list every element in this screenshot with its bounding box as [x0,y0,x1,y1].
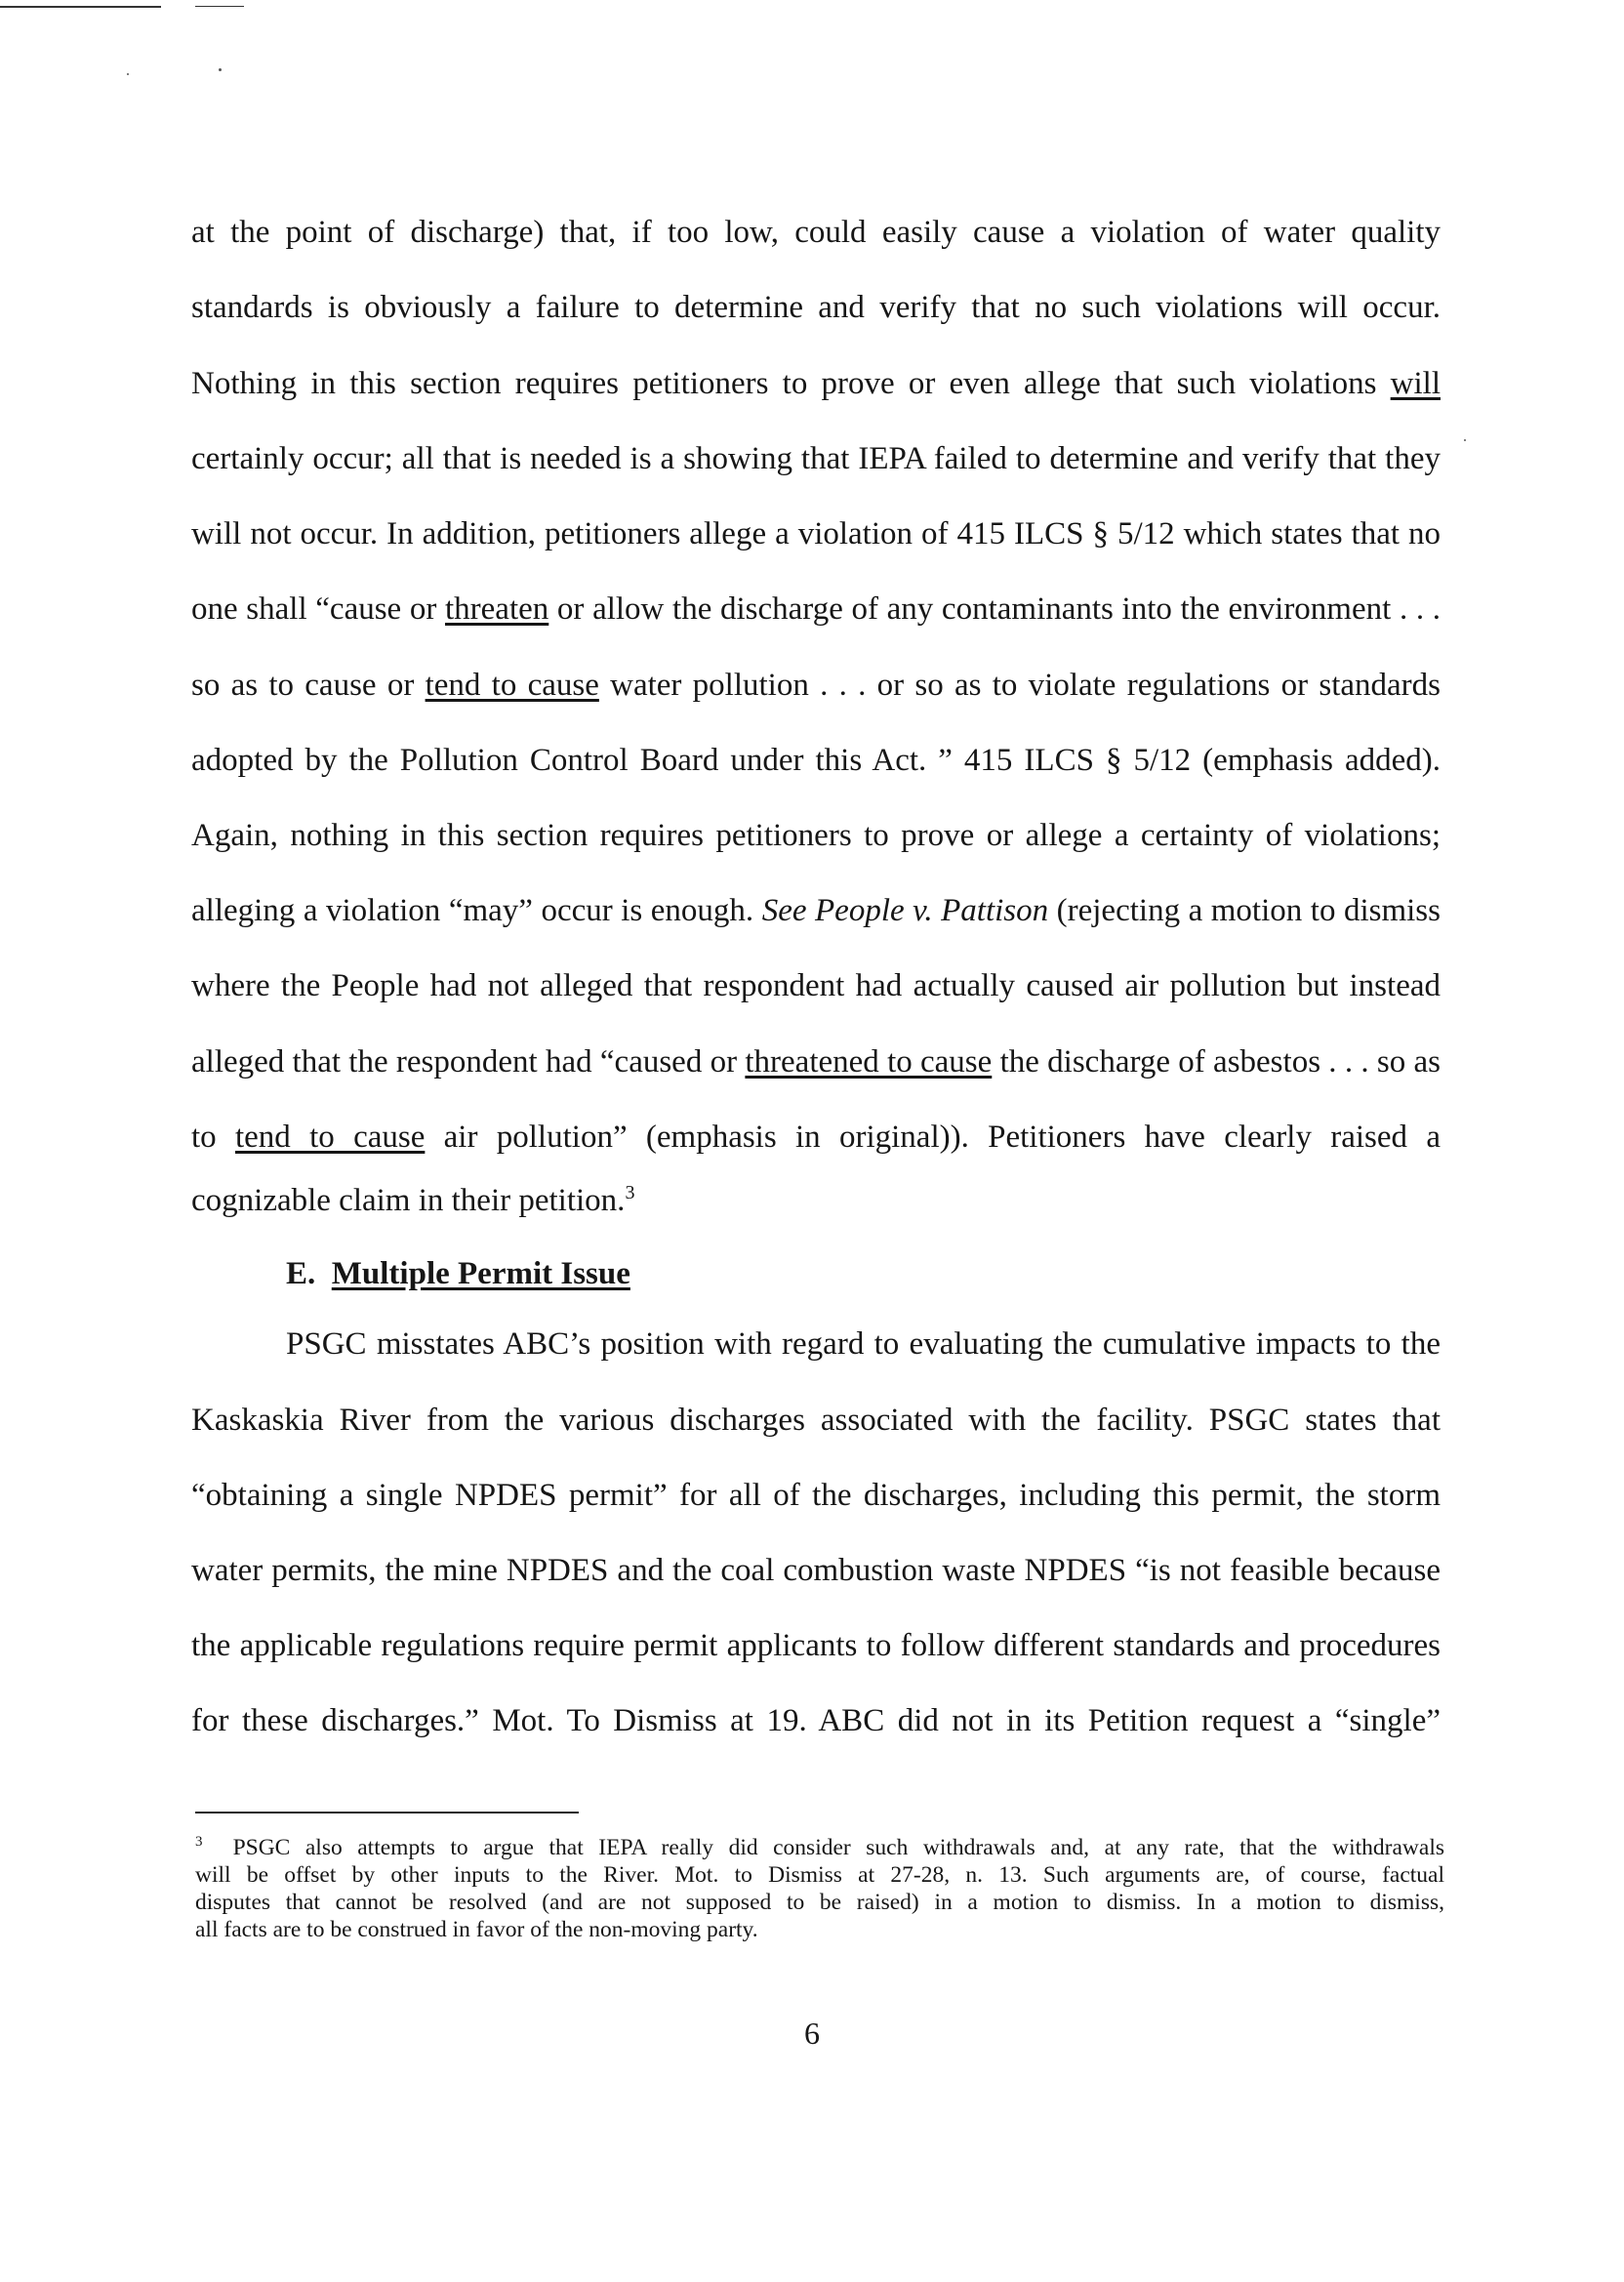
underlined-emphasis: tend to cause [425,668,599,703]
footnote-line-3 [195,1889,1444,1916]
page-number: 6 [804,2016,820,2051]
body-line-12 [191,1042,1441,1081]
body-line-11 [191,966,1441,1005]
body-line-8 [191,741,1441,780]
body-text: cognizable claim in their petition. [191,1183,626,1218]
body-text: certainly occur; all that is needed is a showing that IEPA failed to determine and verify that they [191,441,1441,476]
scan-edge-line-left [0,6,161,8]
body-text: water pollution . . . or so as to violate regulations or standards [598,668,1441,703]
body-text: Again, nothing in this section requires petitioners to prove or allege a certainty of violations; [191,818,1441,853]
footnote-text: disputes that cannot be resolved (and are not supposed to be raised) in a motion to dismiss. In a motion to dismiss, [195,1890,1444,1915]
body-text: to [191,1120,235,1155]
body-text: the applicable regulations require permit applicants to follow different standards and procedures [191,1628,1441,1663]
footnote-text: will be offset by other inputs to the River. Mot. to Dismiss at 27-28, n. 13. Such arguments are, of course, factual [195,1862,1444,1888]
body-text: for these discharges.” Mot. To Dismiss at 19. ABC did not in its Petition request a “single” [191,1703,1441,1738]
body-text: will not occur. In addition, petitioners allege a violation of 415 ILCS § 5/12 which states that no [191,516,1441,551]
body-text: where the People had not alleged that respondent had actually caused air pollution but instead [191,968,1441,1003]
body-line-4 [191,439,1441,478]
body-line-17 [191,1476,1441,1515]
body-text: (rejecting a motion to dismiss [1048,893,1441,928]
body-line-20 [191,1701,1441,1740]
case-citation: See People v. Pattison [761,893,1049,928]
body-text: one shall “cause or [191,591,445,627]
section-title: Multiple Permit Issue [331,1256,630,1291]
body-text: at the point of discharge) that, if too low, could easily cause a violation of water quality [191,215,1441,250]
body-line-13 [191,1118,1441,1157]
underlined-emphasis: tend to cause [234,1120,426,1155]
body-text: air pollution” (emphasis in original)). Petitioners have clearly raised a [425,1120,1441,1155]
body-text: Kaskaskia River from the various discharges associated with the facility. PSGC states that [191,1403,1441,1438]
section-heading [286,1254,630,1293]
footnote-separator [195,1812,579,1813]
footnote-marker: 3 [195,1834,203,1851]
body-line-3 [191,364,1441,403]
body-line-1 [191,213,1441,252]
footnote-text: PSGC also attempts to argue that IEPA really did consider such withdrawals and, at any rate, that the withdrawals [232,1835,1445,1860]
scan-edge-line-right [195,6,244,7]
body-line-19 [191,1626,1441,1665]
underlined-emphasis: threaten [445,591,549,627]
body-text: alleging a violation “may” occur is enough. [191,893,762,928]
footnote-text: all facts are to be construed in favor of the non-moving party. [195,1917,758,1942]
body-text: PSGC misstates ABC’s position with regard to evaluating the cumulative impacts to the [286,1326,1441,1362]
footnote-reference[interactable]: 3 [625,1182,635,1203]
body-line-15 [286,1324,1441,1364]
scan-speck [219,68,222,71]
footnote-line-1 [195,1834,1444,1861]
footnote-line-2 [195,1861,1444,1889]
body-text: so as to cause or [191,668,426,703]
body-text: the discharge of asbestos . . . so as [992,1044,1441,1080]
scan-speck [127,73,129,75]
body-line-2 [191,288,1441,327]
body-line-18 [191,1551,1441,1590]
body-text: water permits, the mine NPDES and the coal combustion waste NPDES “is not feasible because [191,1553,1441,1588]
body-line-10 [191,891,1441,930]
body-line-6 [191,590,1441,629]
underlined-emphasis: threatened to cause [745,1044,993,1080]
body-text: “obtaining a single NPDES permit” for all of the discharges, including this permit, the storm [191,1478,1441,1513]
body-text: or allow the discharge of any contaminants into the environment . . . [548,591,1441,627]
scan-speck [1464,439,1466,441]
footnote-line-4 [195,1916,1444,1943]
body-text: alleged that the respondent had “caused or [191,1044,746,1080]
body-line-14 [191,1181,1441,1220]
body-text: adopted by the Pollution Control Board under this Act. ” 415 ILCS § 5/12 (emphasis added). [191,743,1441,778]
body-text: Nothing in this section requires petitioners to prove or even allege that such violations [191,366,1391,401]
underlined-emphasis: will [1390,366,1441,401]
body-line-7 [191,666,1441,705]
body-line-16 [191,1401,1441,1440]
body-line-9 [191,816,1441,855]
body-line-5 [191,514,1441,553]
section-letter: E. [286,1256,316,1291]
body-text: standards is obviously a failure to determine and verify that no such violations will occur. [191,290,1441,325]
